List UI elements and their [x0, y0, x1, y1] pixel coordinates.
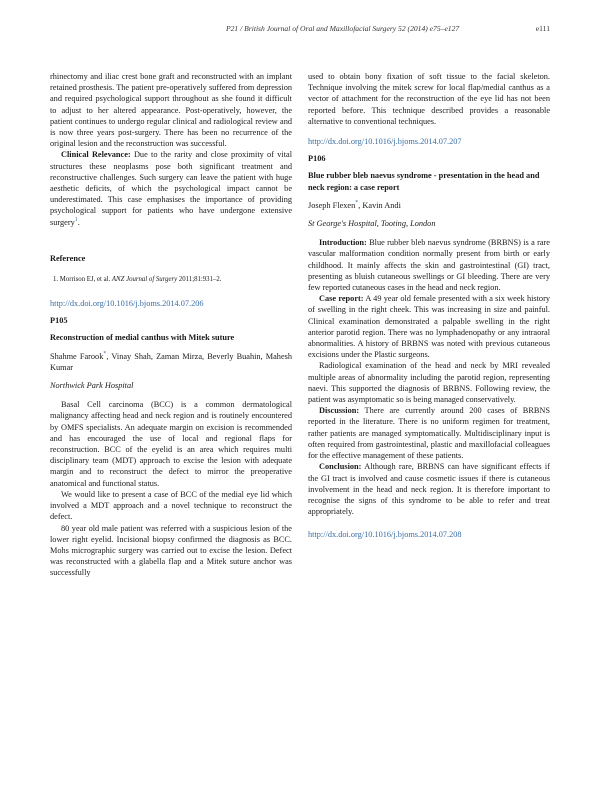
abstract-title-p106: Blue rubber bleb naevus syndrome - presentation in the head and neck region: a case report: [308, 171, 540, 192]
doi-link-208[interactable]: http://dx.doi.org/10.1016/j.bjoms.2014.07.208: [308, 530, 462, 540]
body-paragraph: Radiological examination of the head and neck by MRI revealed multiple areas of abnormality including the parotid region, representing naevi. This supported the diagnosis of BRBNS. Following review, the patient was asymptomatic so is being managed conservatively.: [308, 361, 550, 405]
case-report-paragraph: Case report: A 49 year old female presented with a six week history of swelling in the right cheek. This was increasing in size and painful. Clinical examination demonstrated a palpable swelling in the right anterior parotid region. There was no lymphadenopathy or any intraoral abnormalities. A history of BRBNS was noted with previous cutaneous excisions under the Plastic surgeons.: [308, 294, 550, 360]
affiliation-p105: Northwick Park Hospital: [50, 381, 134, 391]
reference-item: 1. Morrison EJ, et al. ANZ Journal of Surgery 2011;81:931–2.: [53, 276, 222, 284]
continued-paragraph: used to obtain bony fixation of soft tissue to the facial skeleton. Technique involving the mitek screw for local flap/medial canthus as a vector of attachment for the reconstruction of the eye lid has not been reported before. This technique described provides a reasonable alternative to conventional techniques.: [308, 72, 550, 126]
page-number: e111: [535, 24, 550, 33]
doi-link-207[interactable]: http://dx.doi.org/10.1016/j.bjoms.2014.07.207: [308, 137, 462, 147]
conclusion-paragraph: Conclusion: Although rare, BRBNS can have significant effects if the GI tract is involved and cause cosmetic issues if there is cutaneous involvement in the head and neck region. It is therefore important to recognise the signs of this syndrome to be able to refer and treat appropriately.: [308, 462, 550, 517]
left-column: [50, 71, 292, 579]
discussion-paragraph: Discussion: There are currently around 200 cases of BRBNS reported in the literature. There is no uniform regimen for treatment, rather patients are managed symptomatically. Multidisciplinary input is often required from gastrointestinal, plastic and maxillofacial colleagues for the effective management of these patients.: [308, 406, 550, 461]
corresponding-author-link[interactable]: *: [355, 200, 359, 207]
body-paragraph: 80 year old male patient was referred with a suspicious lesion of the lower right eyelid. Incisional biopsy confirmed the diagnosis as BCC. Mohs micrographic surgery was carried out to excise the lesion. Defect was reconstructed with a glabella flap and a Mitek suture anchor was successfully: [50, 523, 292, 578]
journal-citation: P21 / British Journal of Oral and Maxillofacial Surgery 52 (2014) e75–e127: [226, 24, 460, 33]
running-header: [50, 24, 550, 38]
corresponding-author-link[interactable]: *: [103, 350, 107, 357]
clinical-relevance-text: Due to the rarity and close proximity of vital structures these neoplasms pose both significant treatment and reconstructive challenges. Such surgery can leave the patient with huge aesthetic deficits, of which the psychological impact cannot be underestimated. This case emphasises the importance of providing psychological support for patients who have undergone extensive surgery: [50, 150, 292, 227]
doi-link-206[interactable]: http://dx.doi.org/10.1016/j.bjoms.2014.07.206: [50, 299, 204, 309]
right-column: [308, 71, 550, 541]
clinical-relevance-paragraph: Clinical Relevance: Due to the rarity and close proximity of vital structures these neoplasms pose both significant treatment and reconstructive challenges. Such surgery can leave the patient with huge aesthetic deficits, of which the psychological impact cannot be underestimated. This case emphasises the importance of providing psychological support for patients who have undergone extensive surgery$^1$.: [50, 150, 292, 227]
body-paragraph: We would like to present a case of BCC of the medial eye lid which involved a MDT approach and a novel technique to reconstruct the defect.: [50, 489, 292, 522]
author-list-p105: Shahme Farook*, Vinay Shah, Zaman Mirza, Beverly Buahin, Mahesh Kumar: [50, 350, 293, 372]
body-paragraph: Basal Cell carcinoma (BCC) is a common dermatological malignancy affecting head and neck region and is routinely encountered by OMFS specialists. An adequate margin on excision is recommended and has encouraged the use of local and regional flaps for reconstruction. BCC of the eyelid is an area which requires multi disciplinary team (MDT) approach to excise the lesion with adequate margin and to reconstruct the defect to mirror the preoperative anatomical and functional status.: [50, 400, 292, 488]
continued-paragraph: rhinectomy and iliac crest bone graft and reconstructed with an implant retained prosthesis. The patient pre-operatively suffered from depression and required psychological support throughout as she found it difficult to adjust to her altered appearance. Post-operatively, however, the patient continues to undergo regular clinical and radiological review and is now three years post-surgery. There has been no recurrence of the original lesion and the reconstruction was successful.: [50, 72, 292, 149]
abstract-id-p106: P106: [308, 154, 326, 164]
abstract-title-p105: Reconstruction of medial canthus with Mitek suture: [50, 333, 235, 343]
citation-1-link[interactable]: 1: [74, 216, 78, 223]
affiliation-p106: St George's Hospital, Tooting, London: [308, 219, 436, 229]
author-list-p106: Joseph Flexen*, Kavin Andi: [308, 200, 401, 210]
reference-heading: Reference: [50, 253, 86, 263]
introduction-paragraph: Introduction: Blue rubber bleb naevus syndrome (BRBNS) is a rare vascular malformation condition normally present from birth or early childhood. It mainly affects the skin and gastrointestinal (GI) tract, presenting as bluish cutaneous swellings or GI bleeding. There are very few reported cutaneous cases in the head and neck region.: [308, 238, 550, 293]
clinical-relevance-label: Clinical Relevance:: [61, 150, 131, 160]
abstract-id-p105: P105: [50, 316, 68, 326]
